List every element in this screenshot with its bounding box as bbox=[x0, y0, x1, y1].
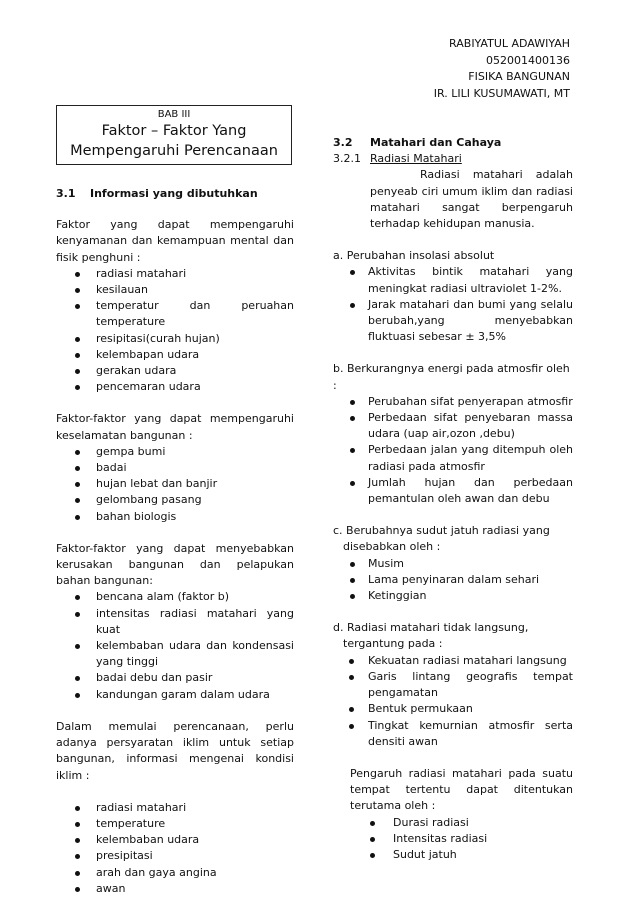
list-item: Kekuatan radiasi matahari langsung bbox=[333, 653, 573, 669]
list-item: hujan lebat dan banjir bbox=[56, 476, 294, 492]
heading-b: b. Berkurangnya energi pada atmosfir oleh : bbox=[333, 362, 570, 392]
paragraph-damage-factors: Faktor-faktor yang dapat menyebabkan kerusakan bangunan dan pelapukan bahan bangunan: bbox=[56, 541, 294, 588]
course-name: FISIKA BANGUNAN bbox=[468, 70, 570, 83]
subsection-number: 3.2.1 bbox=[333, 152, 361, 166]
list-item: Lama penyinaran dalam sehari bbox=[333, 572, 573, 588]
list-item: radiasi matahari bbox=[56, 266, 294, 282]
section-title: Matahari dan Cahaya bbox=[370, 136, 502, 149]
list-item: bencana alam (faktor b) bbox=[56, 589, 294, 605]
list-item: Intensitas radiasi bbox=[333, 831, 573, 847]
author-name: RABIYATUL ADAWIYAH bbox=[449, 37, 570, 50]
paragraph-safety-factors: Faktor-faktor yang dapat mempengaruhi keselamatan bangunan : bbox=[56, 412, 294, 442]
list-item: Tingkat kemurnian atmosfir serta densiti awan bbox=[333, 718, 573, 750]
chapter-label: BAB III bbox=[157, 109, 191, 120]
heading-d: d. Radiasi matahari tidak langsung, tergantung pada : bbox=[333, 621, 529, 651]
list-item: gelombang pasang bbox=[56, 492, 294, 508]
section-3-2-1-heading bbox=[333, 151, 573, 167]
list-item: temperatur dan peruahan temperature bbox=[56, 298, 294, 330]
list-item: Garis lintang geografis tempat pengamatan bbox=[333, 669, 573, 701]
section-title: Informasi yang dibutuhkan bbox=[90, 187, 258, 200]
list-item: Bentuk permukaan bbox=[333, 701, 573, 717]
list-damage-factors bbox=[56, 589, 294, 702]
list-item: Jumlah hujan dan perbedaan pemantulan oleh awan dan debu bbox=[333, 475, 573, 507]
paragraph-text: Radiasi matahari adalah penyeab ciri umum iklim dan radiasi matahari sangat berpengaruh terhadap kehidupan manusia. bbox=[370, 168, 573, 231]
list-item: Perbedaan sifat penyebaran massa udara (uap air,ozon ,debu) bbox=[333, 410, 573, 442]
chapter-title-line-2: Mempengaruhi Perencanaan bbox=[70, 143, 278, 159]
list-item: awan bbox=[56, 881, 294, 897]
list-item: Durasi radiasi bbox=[333, 815, 573, 831]
list-item: Perbedaan jalan yang ditempuh oleh radiasi pada atmosfir bbox=[333, 442, 573, 474]
list-climate-info bbox=[56, 800, 294, 897]
list-item: Aktivitas bintik matahari yang meningkat radiasi ultraviolet 1-2%. bbox=[333, 264, 573, 296]
heading-a: a. Perubahan insolasi absolut bbox=[333, 249, 495, 263]
list-item: kandungan garam dalam udara bbox=[56, 687, 294, 703]
paragraph-comfort-factors: Faktor yang dapat mempengaruhi kenyamanan dan kemampuan mental dan fisik penghuni : bbox=[56, 218, 294, 264]
list-item: Musim bbox=[333, 556, 573, 572]
heading-c: c. Berubahnya sudut jatuh radiasi yang disebabkan oleh : bbox=[333, 524, 550, 554]
left-column bbox=[56, 186, 294, 897]
list-b bbox=[333, 394, 573, 507]
student-id: 052001400136 bbox=[486, 53, 570, 67]
list-item: badai debu dan pasir bbox=[56, 670, 294, 686]
list-d bbox=[333, 653, 573, 750]
list-item: arah dan gaya angina bbox=[56, 865, 294, 881]
list-item: badai bbox=[56, 460, 294, 476]
section-3-1-heading bbox=[56, 186, 294, 202]
list-item: presipitasi bbox=[56, 848, 294, 864]
list-safety-factors bbox=[56, 444, 294, 525]
section-3-2-heading bbox=[333, 135, 573, 151]
list-item: Sudut jatuh bbox=[333, 847, 573, 863]
list-item: bahan biologis bbox=[56, 509, 294, 525]
subsection-title: Radiasi Matahari bbox=[370, 152, 462, 166]
section-number: 3.1 bbox=[56, 187, 76, 200]
paragraph-climate-info: Dalam memulai perencanaan, perlu adanya persyaratan iklim untuk setiap bangunan, informasi mengenai kondisi iklim : bbox=[56, 719, 294, 782]
list-comfort-factors bbox=[56, 266, 294, 396]
list-item: kelembapan udara bbox=[56, 347, 294, 363]
chapter-title-line-1: Faktor – Faktor Yang bbox=[101, 123, 247, 139]
list-item: resipitasi(curah hujan) bbox=[56, 331, 294, 347]
list-item: kelembaban udara dan kondensasi yang tinggi bbox=[56, 638, 294, 670]
list-radiation-determinants bbox=[333, 815, 573, 864]
paragraph-radiation-determinants: Pengaruh radiasi matahari pada suatu tempat tertentu dapat ditentukan terutama oleh : bbox=[350, 766, 573, 813]
chapter-title-box bbox=[56, 105, 292, 165]
list-item: Ketinggian bbox=[333, 588, 573, 604]
document-header bbox=[434, 36, 570, 102]
lecturer-name: IR. LILI KUSUMAWATI, MT bbox=[433, 86, 570, 100]
list-item: Perubahan sifat penyerapan atmosfir bbox=[333, 394, 573, 410]
list-item: gempa bumi bbox=[56, 444, 294, 460]
paragraph-solar-radiation bbox=[333, 167, 573, 232]
list-item: intensitas radiasi matahari yang kuat bbox=[56, 606, 294, 638]
list-item: Jarak matahari dan bumi yang selalu berubah,yang menyebabkan fluktuasi sebesar ± 3,5% bbox=[333, 297, 573, 346]
list-c bbox=[333, 556, 573, 605]
list-item: temperature bbox=[56, 816, 294, 832]
list-item: gerakan udara bbox=[56, 363, 294, 379]
list-item: kesilauan bbox=[56, 282, 294, 298]
list-item: kelembaban udara bbox=[56, 832, 294, 848]
list-item: radiasi matahari bbox=[56, 800, 294, 816]
right-column bbox=[333, 135, 573, 863]
section-number: 3.2 bbox=[333, 136, 353, 149]
list-item: pencemaran udara bbox=[56, 379, 294, 395]
list-a bbox=[333, 264, 573, 345]
